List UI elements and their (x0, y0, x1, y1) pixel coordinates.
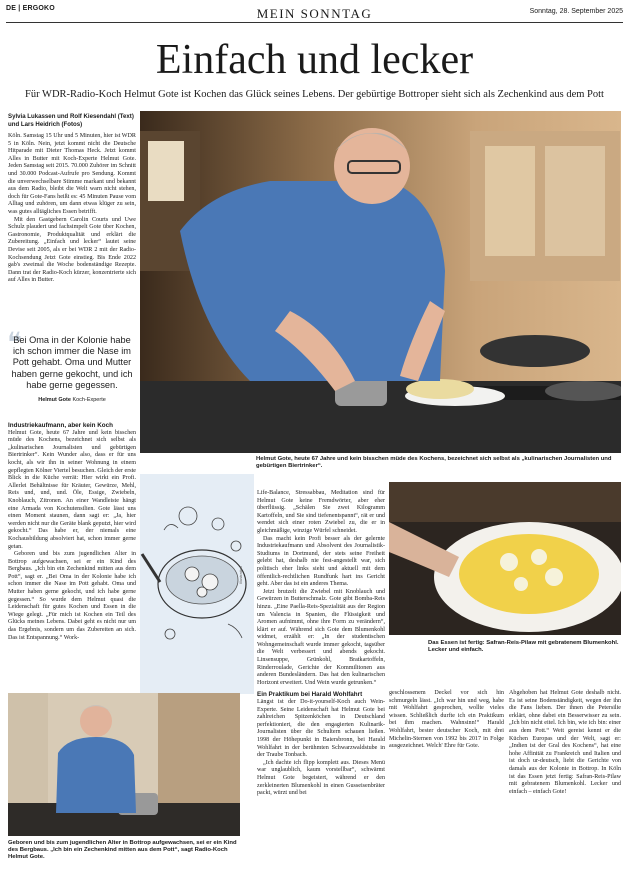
bottom-photo (8, 693, 240, 836)
section-title: MEIN SONNTAG (256, 6, 373, 21)
section1-heading: Industriekaufmann, aber kein Koch (8, 422, 113, 429)
safran-pilaw-plate-image (389, 482, 621, 635)
quote-attribution (8, 397, 136, 403)
col3-paragraph: Das macht kein Profi besser als der gelernte Industriekaufmann und Absolvent des Journalistik-Studiums in Dortmund, der stets seine Freiheit gelebt hat, deshalb nie fest-angestellt war, sich politisch eher links sieht und aktuell mit dem öffentlich-rechtlichen Rundfunk hart ins Gericht geht. Aber das ist ein anderes Thema. (257, 535, 385, 588)
bottom-photo-caption: Geboren und bis zum jugendlichen Alter in Bottrop aufgewachsen, sei er ein Kind des Bergbaus. „Ich bin ein Zechenkind mitten aus dem Pott“, sagt Radio-Koch Helmut Gote. (8, 840, 237, 861)
col4-left (389, 690, 504, 751)
col4-paragraph: geschlossenem Deckel vor sich hin schmurgeln lässt. „Ich war hin und weg, habe mit Wohlfahrt gesprochen, wollte vieles wissen. Schließlich durfte ich ein Praktikum bei ihm machen. Wahnsinn!“ Harald Wohlfahrt, bester deutscher Koch, mit drei Michelin-Sternen von 1992 bis 2017 in Folge ausgezeichnet. Welch' Ehre für Gote. (389, 690, 504, 750)
col4 (389, 690, 621, 796)
section1-paragraph: Helmut Gote, heute 67 Jahre und kein bisschen müde des Kochens, bezeichnet sich selbst als „kulinarischen Journalisten und gebürtigen Biertrinker“. Kein Wunder also, dass er für uns kocht, als wir ihn in seiner Wohnung in einem gepflegten Kölner Viertel besuchen. Gleich der erste Blick in die Küche verrät: Hier wirkt ein Profi. Allerlei Behältnisse für Kräuter, Gewürze, Mehl, Reis und, und, und. Öle, Essige, Zwiebeln, Knoblauch, Zitronen. An einer Wandleiste hängt eine Armada von Kochutensilien. Gote lässt uns einen Moment staunen, dann sagt er: „Ja, hier werden nicht nur die Geräte blank geputzt, hier wird gekocht.“ Das habe er, der niemals eine Kochausbildung absolviert hat, schon immer gerne getan. (8, 429, 136, 550)
col3-paragraph: Jetzt brutzelt die Zwiebel mit Knoblauch und Gewürzen in Butterschmalz. Gote gibt Bomba-Reis hinzu. „Eine Paella-Reis-Spezialität aus der Region um Valencia in Spanien, die Flüssigkeit und Aromen aufnimmt, ohne ihre Form zu verändern“, klärt er auf. Während sich Gote dem Blumenkohl widmet, erzählt er: „In der studentischen Wohngemeinschaft wurde immer gekocht, tagsüber die Welt verbessert und abends gekocht. Linsensuppe, Grünkohl, Bratkartoffeln, Rinderroulade, Gerichte der Kommilitonen aus anderen Bundesländern. Das hat den kulinarischen Horizont erweitert. Und Wein wurde getrunken.“ (257, 588, 385, 686)
cooking-pan-illustration-icon (140, 474, 254, 694)
cook-at-stove-image (140, 111, 621, 453)
food-photo-caption: Das Essen ist fertig: Safran-Reis-Pilaw mit gebratenem Blumenkohl. Lecker und einfach. (428, 640, 619, 654)
food-photo (389, 482, 621, 635)
intro-column (8, 113, 136, 285)
main-photo (140, 111, 621, 453)
pull-quote (7, 327, 136, 404)
quote-author: Helmut Gote (38, 397, 71, 404)
intro-text (8, 133, 136, 285)
byline: Sylvia Lukassen und Rolf Kiesendahl (Text) und Lars Heidrich (Fotos) (8, 113, 134, 128)
issue-date: Sonntag, 28. September 2025 (529, 8, 623, 15)
intro-paragraph: Köln. Samstag 15 Uhr und 5 Minuten, hier ist WDR 5 in Köln. Nein, jetzt kommt nicht die Deutsche Hitparade mit Dieter Thomas Heck. Jetzt kommt Alles in Butter mit Koch-Experte Helmut Gote. Jeden Samstag seit 2015. 70.000 Zuhörer im Schnitt und 30.000 Podcast-Aufrufe pro Sendung. Kommt die unverwechselbare Stimme markant und bekannt aus dem Radio, bleibt die Welt warn nicht stehen, doch für Gote-Fans heißt es: 45 Minuten Pause vom Alltag und zuhören, um dann etwas klüger zu sein, was gutes alltägliches Essen betrifft. (8, 133, 136, 215)
main-photo-caption: Helmut Gote, heute 67 Jahre und kein bisschen müde des Kochens, bezeichnet sich selbst als „kulinarischen Journalisten und gebürtigen Biertrinker“. (256, 456, 612, 470)
subheadline: Für WDR-Radio-Koch Helmut Gote ist Kochen das Glück seines Lebens. Der gebürtige Bottroper sieht sich als Zechenkind aus dem Pott (25, 89, 604, 100)
col3-paragraph: Life-Balance, Stressabbau, Meditation sind für Helmut Gote keine Fremdwörter, aber eher überflüssig. „Schälen Sie zwei Kilogramm Kartoffeln, und Sie sind tiefenentspannt“, rät er und wendet sich einer roten Zwiebel zu, die er in gleichmäßige, winzige Würfel schneidet. (257, 490, 385, 534)
quote-mark-icon: ❝ (7, 327, 23, 358)
intro-paragraph: Mit den Gastgebern Carolin Courts und Uwe Schulz plaudert und fachsimpelt Gote über Kochen, Gastronomie, Produktqualität und erklärt die Zubereitung. „Einfach und lecker“ lautet seine Devise seit 2005, als er bei WDR 2 mit der Radio-Kochsendung Jetzt Gote einstieg. Bis Ende 2022 gab's zweimal die Woche bodenständige Rezepte. Dann trat der Radio-Koch kürzer, konzentrierte sich auf Alles in Butter. (8, 216, 136, 284)
portrait-in-kitchen-image (8, 693, 240, 836)
section2-heading: Ein Praktikum bei Harald Wohlfahrt (257, 691, 363, 699)
col4-right (509, 690, 621, 796)
page-header (6, 5, 623, 21)
section2-paragraph: „Ich dachte ich flipp komplett aus. Dieses Menü war unglaublich, kaum vorstellbar“, schwärmt Helmut Gote begeistert, während er den zerkleinerten Blumenkohl in einen Gusseisenbräter packt, würzt und bei (257, 759, 385, 797)
col3 (257, 490, 385, 798)
headline: Einfach und lecker (155, 37, 474, 83)
header-rule (6, 22, 623, 23)
illustration-credit: Illustration (238, 565, 243, 584)
brand-logo: DE | ERGOKO (6, 5, 55, 12)
section1-column (8, 422, 136, 642)
section1-paragraph: Geboren und bis zum jugendlichen Alter in Bottrop aufgewachsen, sei er ein Kind des Bergbaus. „Ich bin ein Zechenkind mitten aus dem Pott“, sagt er. „Bei Oma in der Kolonie habe ich schon immer die Nase im Pott gehabt. Oma und Mutter haben gerne gekocht, und ich habe gerne gegessen.“ So wurde dem Helmut quasi die Leidenschaft für gutes Kochen und Essen in die Wiege gelegt. „Für mich ist Kochen ein Teil des Glücks meines Lebens. Dabei geht es nicht nur um das Ergebnis, sondern um das Zubereiten an sich. Das ist Entspannung.“ Work- (8, 551, 136, 641)
col4-paragraph: Abgehoben hat Helmut Gote deshalb nicht. Es ist seine Bodenständigkeit, wegen der ihn die Fans lieben. Der ihnen die Petersilie erklärt, ohne dabei ein Besserwisser zu sein. „Ich bin nicht eitel. Ich bin, wie ich bin: einer aus dem Pott.“ Weit gereist kennt er die Küchen Europas und der Welt, sagt er: „Indien ist der Gral des Kochens“, hat eine hohe Affinität zu Frankreich und Italien und ist doch ur-deutsch, liebt die Gerichte von damals aus der Kolonie in Bottrop. In Köln ist das Essen jetzt fertig: Safran-Reis-Pilaw mit gebratenem Blumenkohl. Lecker und einfach – einfach Gote! (509, 690, 621, 795)
quote-text: Bei Oma in der Kolonie habe ich schon immer die Nase im Pott gehabt. Oma und Mutter haben gerne gekocht, und ich habe gerne gegessen. (11, 335, 133, 390)
section2-paragraph: Längst ist der Do-it-yourself-Koch auch Wein-Experte. Seine Leidenschaft hat Helmut Gote bei zahlreichen Spitzenköchen in Deutschland perfektioniert, die den engagierten Kulinarik-Journalisten über die Schultern schauen ließen. 1998 der Höhepunkt in Baiersbronn, bei Harald Wohlfahrt in der berühmten Schwarzwaldstube in der Traube Tonbach. (257, 699, 385, 759)
quote-role: Koch-Experte (72, 397, 106, 404)
illustration-panel (140, 474, 254, 694)
